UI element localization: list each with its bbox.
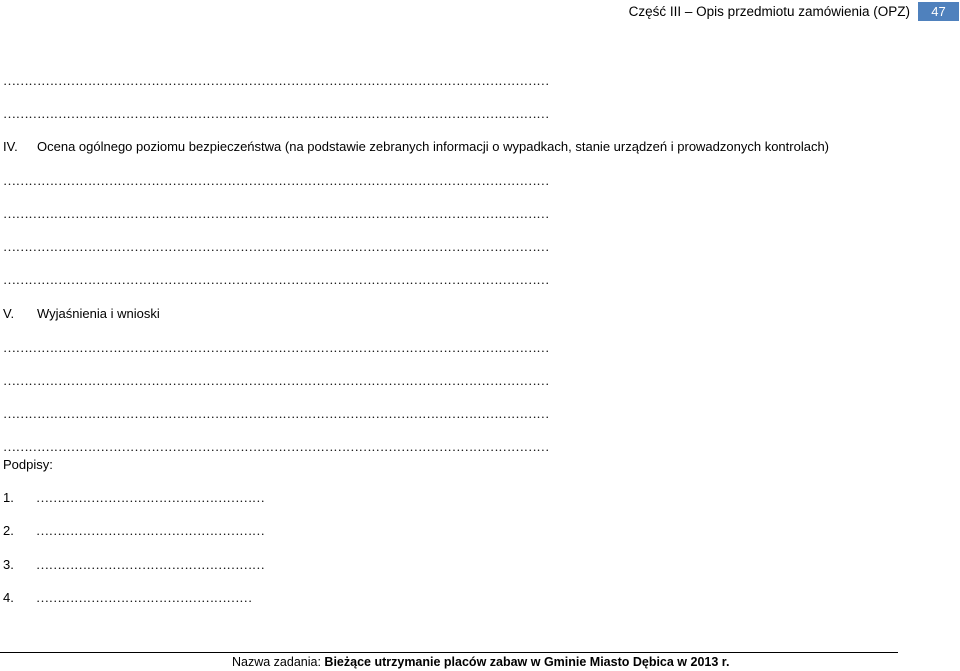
page-header-title: Część III – Opis przedmiotu zamówienia (OPZ) — [628, 4, 910, 19]
page-footer — [232, 655, 729, 669]
dotted-line: ………………………………………………………………………………………………………………… — [3, 174, 550, 188]
dotted-line: ………………………………………………………………………………………………………………… — [3, 407, 550, 421]
dotted-line: ………………………………………………………………………………………………………………… — [3, 74, 550, 88]
section-iv-heading — [3, 139, 829, 154]
section-v-title: Wyjaśnienia i wnioski — [37, 306, 160, 321]
footer-rule — [0, 652, 898, 653]
dotted-line: ………………………………………………………………………………………………………………… — [3, 240, 550, 254]
dotted-line: ………………………………………………………………………………………………………………… — [3, 273, 550, 287]
signature-blank: ……………………………………………… — [36, 523, 265, 538]
signature-blank: ……………………………………………… — [36, 490, 265, 505]
dotted-line: ………………………………………………………………………………………………………………… — [3, 207, 550, 221]
footer-task-name: Bieżące utrzymanie placów zabaw w Gminie Miasto Dębica w 2013 r. — [324, 655, 730, 669]
signature-line — [3, 590, 252, 606]
signature-line — [3, 523, 265, 539]
signature-line — [3, 490, 265, 506]
footer-label: Nazwa zadania: — [232, 655, 325, 669]
signature-line — [3, 557, 265, 573]
dotted-line: ………………………………………………………………………………………………………………… — [3, 440, 550, 454]
signatures-label: Podpisy: — [3, 457, 53, 472]
signature-number: 1. — [3, 490, 14, 505]
section-v-heading — [3, 306, 160, 321]
section-v-number: V. — [3, 306, 15, 321]
dotted-line: ………………………………………………………………………………………………………………… — [3, 374, 550, 388]
section-iv-number: IV. — [3, 139, 18, 154]
section-iv-title: Ocena ogólnego poziomu bezpieczeństwa (na podstawie zebranych informacji o wypadkach, stanie urządzeń i prowadzonych kontrolach) — [37, 139, 830, 154]
signature-number: 2. — [3, 523, 14, 538]
signature-number: 4. — [3, 590, 14, 605]
signature-number: 3. — [3, 557, 14, 572]
dotted-line: ………………………………………………………………………………………………………………… — [3, 341, 550, 355]
page-number-badge: 47 — [918, 2, 959, 21]
signature-blank: ……………………………………………… — [36, 557, 265, 572]
signature-blank: …………………………………………… — [36, 590, 252, 605]
dotted-line: ………………………………………………………………………………………………………………… — [3, 107, 550, 121]
